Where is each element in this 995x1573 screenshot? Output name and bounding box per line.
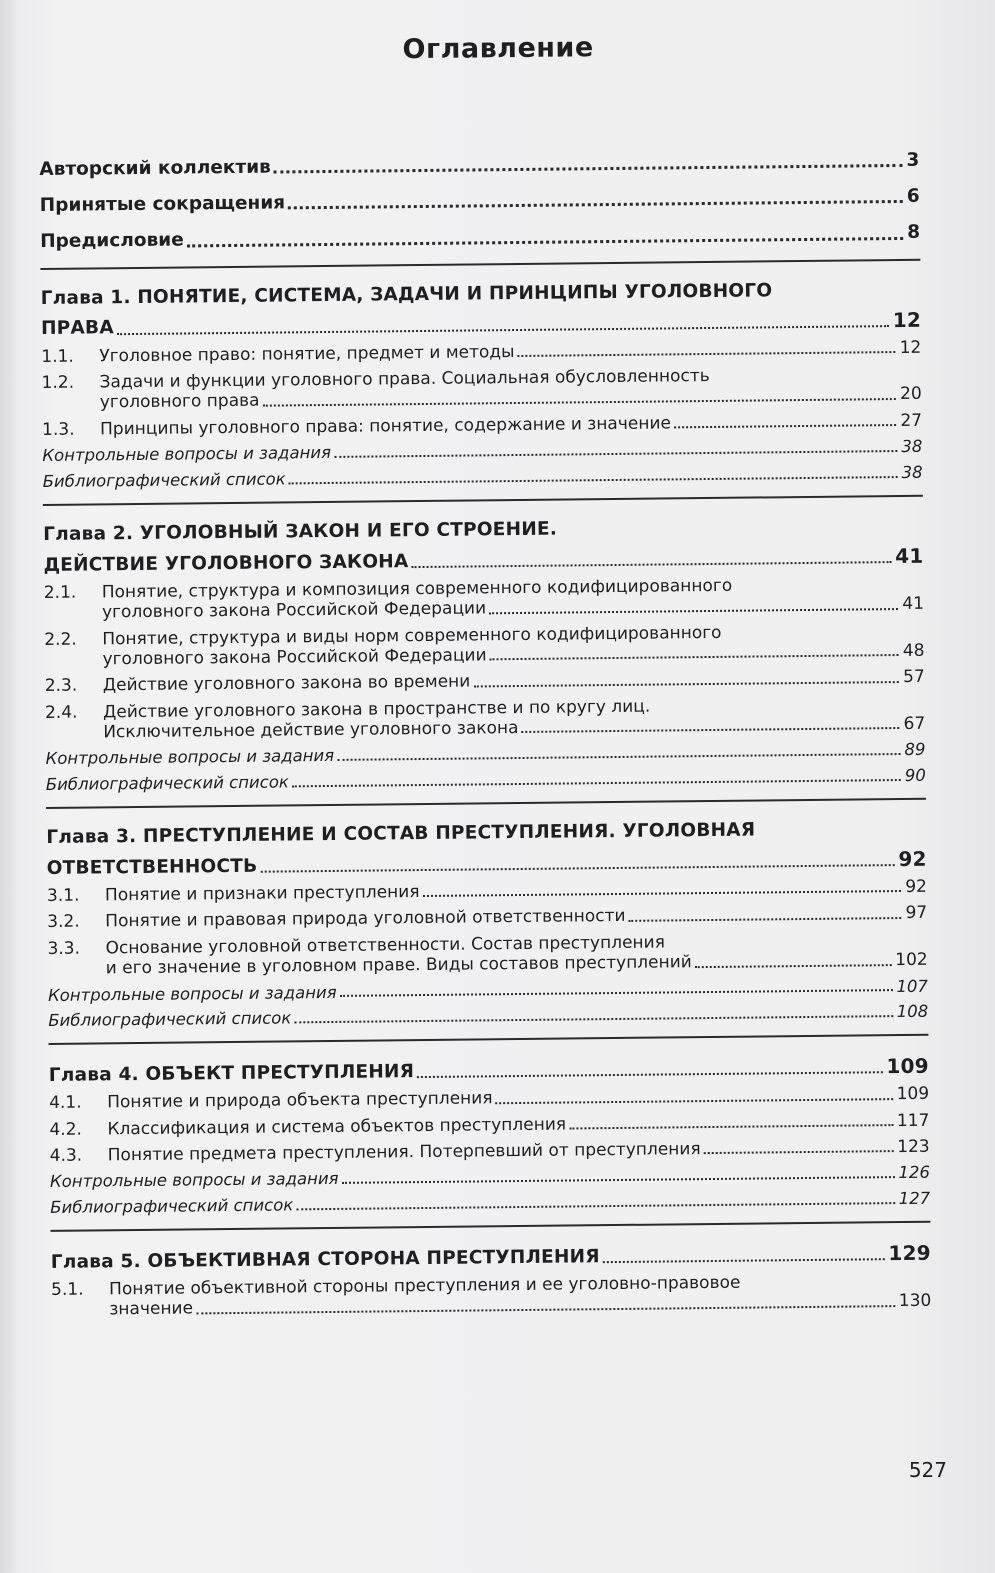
- chapter-title-line-2: ОТВЕТСТВЕННОСТЬ: [46, 855, 258, 879]
- section-title-row: [100, 410, 922, 439]
- section-page: 92: [905, 876, 928, 898]
- section-page: 117: [896, 1110, 930, 1131]
- leader-dots: [423, 890, 902, 897]
- chapter-title-line-1: Глава 1. ПОНЯТИЕ, СИСТЕМА, ЗАДАЧИ И ПРИНЦИПЫ УГОЛОВНОГО: [40, 279, 773, 309]
- section-title-line-2: Понятие предмета преступления. Потерпевший от преступления: [107, 1139, 701, 1166]
- toc-entry-page: 3: [906, 149, 920, 171]
- chapter-title-row: [41, 307, 921, 340]
- toc-entry-abbreviations: [40, 186, 920, 217]
- section-page: 130: [898, 1291, 932, 1312]
- section-entry: [45, 693, 925, 743]
- section-title-line-1: Понятие объективной стороны преступления и ее уголовно-правовое: [109, 1272, 741, 1300]
- chapter-page: 41: [895, 543, 924, 568]
- section-title-line-2: Принципы уголовного права: понятие, содержание и значение: [99, 413, 672, 440]
- section-title-line-2: Исключительное действие уголовного закона: [103, 718, 519, 743]
- section-body: [103, 693, 925, 742]
- chapter-title-line-1: Глава 2. УГОЛОВНЫЙ ЗАКОН И ЕГО СТРОЕНИЕ.: [43, 518, 558, 545]
- section-entry: [47, 877, 927, 907]
- section-title-row: [108, 1137, 930, 1166]
- leader-dots: [603, 1258, 885, 1263]
- chapter-heading: [41, 278, 922, 340]
- entry-page: 127: [898, 1188, 931, 1209]
- leader-dots: [629, 917, 902, 922]
- section-page: 97: [905, 903, 928, 924]
- chapter-heading: [49, 1054, 929, 1087]
- leader-dots: [196, 1305, 895, 1314]
- section-title-row: [103, 667, 925, 696]
- leader-dots: [342, 1176, 895, 1184]
- section-entry: [44, 573, 924, 623]
- chapter-block: [43, 494, 926, 795]
- bibliography-entry: [46, 766, 926, 795]
- section-number: 4.1.: [49, 1092, 82, 1114]
- section-number: 1.2.: [41, 372, 75, 393]
- section-title-line-2: Уголовное право: понятие, предмет и методы: [99, 341, 515, 366]
- leader-dots: [117, 325, 889, 335]
- page-title: Оглавление: [402, 32, 594, 66]
- section-title-line-1: Задачи и функции уголовного права. Социальная обусловленность: [99, 365, 710, 393]
- section-page: 41: [902, 593, 925, 615]
- toc-entry-page: 6: [906, 185, 920, 208]
- entry-label: Контрольные вопросы и задания: [42, 443, 332, 466]
- section-entry: [45, 667, 925, 697]
- bibliography-entry: [50, 1189, 930, 1218]
- section-title-line-1: Основание уголовной ответственности. Состав преступления: [105, 932, 665, 959]
- section-page: 67: [903, 713, 926, 735]
- section-entry: [50, 1137, 930, 1167]
- section-entry: [49, 1084, 929, 1114]
- chapter-block: [49, 1034, 931, 1218]
- section-body: [100, 410, 922, 439]
- section-number: 3.2.: [47, 912, 80, 933]
- toc-entry-authors: [39, 150, 919, 181]
- section-page: 20: [900, 384, 922, 405]
- section-body: [100, 364, 922, 413]
- leader-dots: [417, 1071, 882, 1078]
- leader-dots: [337, 753, 900, 761]
- entry-page: 38: [901, 462, 923, 482]
- section-title-row: [107, 1110, 929, 1139]
- section-body: [105, 930, 927, 979]
- leader-dots: [334, 450, 897, 458]
- section-body: [105, 903, 927, 932]
- section-entry: [49, 1110, 929, 1140]
- chapter-title-row: [47, 847, 927, 880]
- section-page: 27: [900, 410, 923, 431]
- section-page: 123: [897, 1136, 930, 1158]
- leader-dots: [489, 608, 898, 614]
- section-page: 102: [895, 949, 928, 971]
- entry-label: Библиографический список: [45, 772, 289, 795]
- questions-entry: [45, 740, 925, 769]
- chapter-divider: [46, 798, 926, 809]
- section-body: [109, 1271, 931, 1320]
- section-number: 4.3.: [49, 1145, 83, 1166]
- section-title-line-2: Понятие и правовая природа уголовной ответственности: [105, 906, 626, 932]
- entry-label: Контрольные вопросы и задания: [49, 1169, 339, 1192]
- chapter-title-line-2: Глава 5. ОБЪЕКТИВНАЯ СТОРОНА ПРЕСТУПЛЕНИЯ: [50, 1245, 600, 1273]
- chapter-title-line-2: ДЕЙСТВИЕ УГОЛОВНОГО ЗАКОНА: [43, 550, 409, 576]
- section-title-line-1: Понятие, структура и виды норм современного кодифицированного: [102, 622, 722, 649]
- toc-entry-label: Предисловие: [40, 229, 184, 253]
- section-title-row: [105, 877, 927, 906]
- section-title-line-2: и его значение в уголовном праве. Виды составов преступлений: [105, 952, 692, 979]
- section-number: 4.2.: [49, 1119, 82, 1140]
- leader-dots: [340, 990, 893, 998]
- chapter-page: 129: [888, 1240, 931, 1266]
- leader-dots: [292, 779, 901, 787]
- leader-dots: [187, 237, 903, 248]
- section-body: [103, 667, 925, 696]
- leader-dots: [260, 864, 894, 873]
- section-title-line-2: Понятие и природа объекта преступления: [107, 1088, 493, 1113]
- leader-dots: [296, 1202, 894, 1210]
- chapter-title-line-2: ПРАВА: [40, 317, 114, 340]
- section-number: 3.1.: [46, 885, 80, 906]
- toc-entry-preface: [40, 222, 920, 253]
- section-title-line-2: Классификация и система объектов преступления: [107, 1114, 567, 1139]
- leader-dots: [674, 424, 897, 428]
- chapter-title-row: [51, 1241, 931, 1274]
- section-number: 2.4.: [44, 702, 78, 723]
- section-title-line-2: Понятие и признаки преступления: [104, 882, 420, 906]
- chapter-heading: [46, 818, 927, 880]
- section-title-row: [105, 903, 927, 932]
- toc-entry-page: 8: [907, 222, 921, 244]
- leader-dots: [288, 200, 903, 209]
- leader-dots: [569, 1124, 893, 1129]
- section-body: [102, 620, 924, 669]
- leader-dots: [695, 964, 891, 968]
- section-number: 2.2.: [44, 629, 77, 650]
- table-of-contents: [38, 29, 931, 1321]
- chapter-divider: [49, 1034, 929, 1045]
- leader-dots: [294, 1015, 892, 1023]
- section-title-line-1: Понятие, структура и композиция современного кодифицированного: [101, 575, 733, 603]
- entry-page: 38: [901, 436, 923, 457]
- section-number: 2.3.: [44, 675, 78, 697]
- questions-entry: [48, 976, 928, 1005]
- chapter-heading: [43, 514, 924, 576]
- chapter-page: 109: [886, 1053, 929, 1079]
- section-page: 57: [902, 667, 925, 688]
- section-body: [108, 1137, 930, 1166]
- section-title-line-2: значение: [109, 1298, 194, 1320]
- section-title-line-1: Действие уголовного закона в пространстве и по кругу лиц.: [102, 696, 651, 723]
- chapter-page: 12: [892, 307, 922, 332]
- section-number: 1.1.: [41, 346, 74, 367]
- entry-page: 126: [898, 1163, 931, 1183]
- entry-label: Библиографический список: [48, 1008, 292, 1031]
- section-title-line-2: уголовного права: [99, 391, 260, 413]
- section-title-line-2: уголовного закона Российской Федерации: [102, 645, 487, 670]
- bibliography-entry: [43, 463, 923, 492]
- section-body: [99, 337, 921, 366]
- section-title-line-2: Действие уголовного закона во времени: [102, 671, 471, 696]
- entry-page: 90: [904, 765, 926, 786]
- chapter-title-line-1: Глава 3. ПРЕСТУПЛЕНИЕ И СОСТАВ ПРЕСТУПЛЕНИЯ. УГОЛОВНАЯ: [46, 819, 756, 849]
- chapter-divider: [40, 258, 920, 269]
- section-number: 1.3.: [41, 419, 75, 440]
- section-entry: [42, 364, 922, 414]
- section-page: 12: [899, 337, 922, 358]
- chapter-title-line-2: Глава 4. ОБЪЕКТ ПРЕСТУПЛЕНИЯ: [48, 1061, 415, 1086]
- section-body: [105, 877, 927, 906]
- chapter-divider: [50, 1221, 930, 1232]
- leader-dots: [518, 351, 896, 357]
- questions-entry: [50, 1163, 930, 1192]
- leader-dots: [274, 164, 903, 174]
- leader-dots: [473, 681, 899, 687]
- entry-label: Контрольные вопросы и задания: [45, 746, 335, 769]
- section-entry: [47, 903, 927, 933]
- chapter-block: [46, 798, 928, 1031]
- section-page: 48: [902, 640, 925, 661]
- questions-entry: [42, 437, 922, 466]
- chapter-title-row: [43, 543, 923, 576]
- chapter-heading: [51, 1241, 931, 1274]
- entry-label: Библиографический список: [42, 469, 286, 491]
- section-body: [107, 1110, 929, 1139]
- entry-page: 107: [896, 976, 929, 996]
- leader-dots: [289, 476, 898, 484]
- chapter-block: [50, 1221, 931, 1321]
- section-body: [107, 1084, 929, 1113]
- leader-dots: [263, 398, 897, 407]
- chapter-title-row: [49, 1054, 929, 1087]
- section-number: 3.3.: [47, 938, 81, 959]
- toc-entry-label: Принятые сокращения: [39, 192, 286, 217]
- chapter-block: [40, 258, 922, 491]
- entry-page: 108: [896, 1002, 929, 1022]
- section-page: 109: [896, 1083, 930, 1105]
- section-title-row: [99, 337, 921, 366]
- section-number: 2.1.: [43, 582, 77, 603]
- section-title-row: [107, 1084, 929, 1113]
- section-entry: [51, 1271, 931, 1321]
- bibliography-entry: [48, 1002, 928, 1031]
- chapter-page: 92: [898, 846, 927, 872]
- leader-dots: [522, 727, 900, 733]
- entry-label: Библиографический список: [50, 1195, 294, 1218]
- chapter-divider: [43, 494, 923, 505]
- section-body: [102, 573, 924, 622]
- leader-dots: [411, 561, 891, 568]
- section-title-line-2: уголовного закона Российской Федерации: [101, 598, 487, 623]
- chapter-list: [40, 258, 931, 1320]
- leader-dots: [490, 654, 899, 660]
- toc-entry-label: Авторский коллектив: [39, 156, 271, 180]
- section-entry: [47, 930, 927, 980]
- section-entry: [42, 410, 922, 440]
- leader-dots: [704, 1150, 894, 1154]
- section-entry: [41, 337, 921, 367]
- entry-page: 89: [904, 740, 926, 760]
- entry-label: Контрольные вопросы и задания: [47, 982, 337, 1005]
- section-entry: [44, 620, 924, 670]
- leader-dots: [496, 1098, 893, 1104]
- page-number: 527: [908, 1458, 947, 1482]
- section-number: 5.1.: [51, 1279, 84, 1300]
